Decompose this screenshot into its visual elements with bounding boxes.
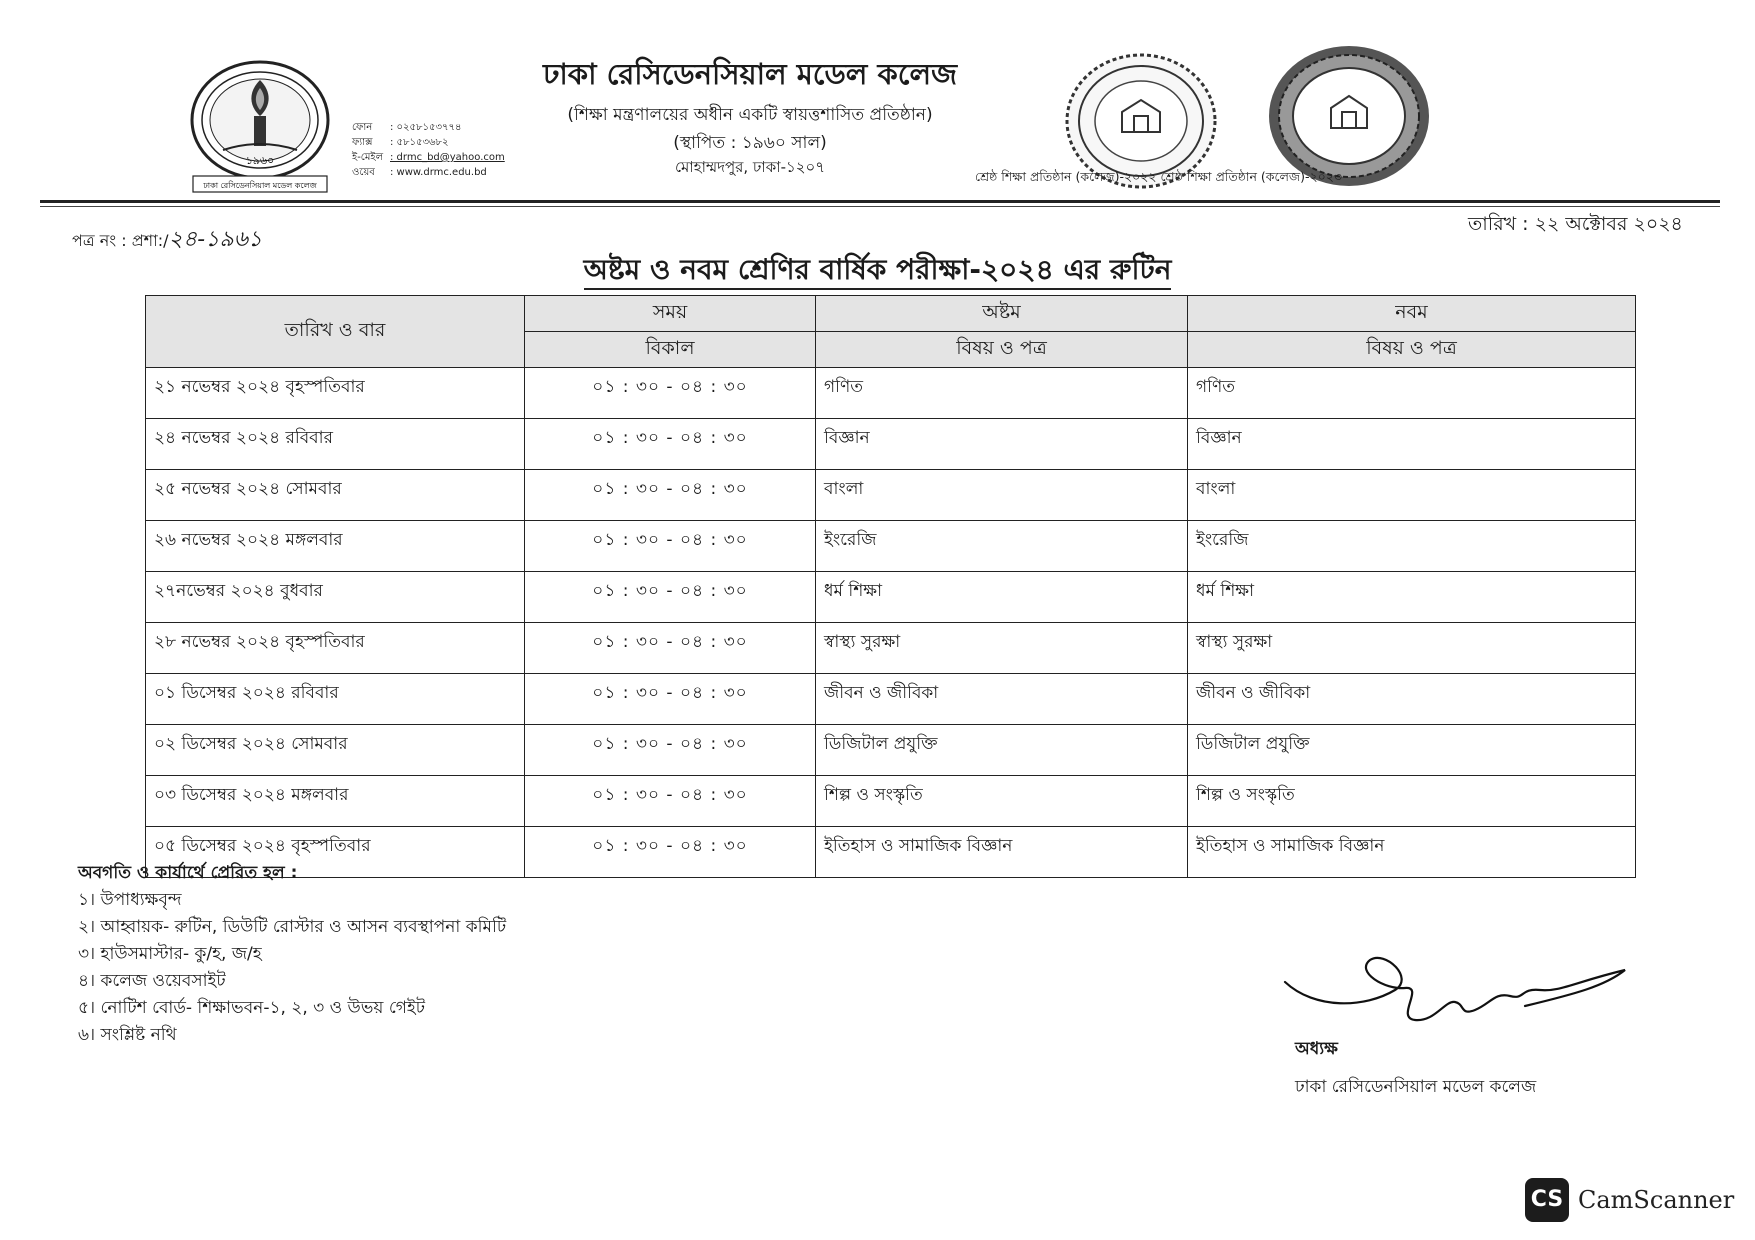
college-subtitle: (শিক্ষা মন্ত্রণালয়ের অধীন একটি স্বায়ত্তশাসিত প্রতিষ্ঠান) (567, 105, 933, 125)
cell-class-8-subject: ইতিহাস ও সামাজিক বিজ্ঞান (816, 827, 1188, 878)
cell-class-9-subject: শিল্প ও সংস্কৃতি (1188, 776, 1636, 827)
table-row (146, 725, 1636, 776)
cell-time: ০১ : ৩০ - ০৪ : ৩০ (525, 470, 816, 521)
cell-time: ০১ : ৩০ - ০৪ : ৩০ (525, 521, 816, 572)
cell-class-9-subject: ইংরেজি (1188, 521, 1636, 572)
issue-date: তারিখ : ২২ অক্টোবর ২০২৪ (1468, 213, 1683, 235)
header-class-8: অষ্টম (816, 296, 1188, 332)
cell-date: ২৬ নভেম্বর ২০২৪ মঙ্গলবার (146, 521, 525, 572)
cell-time: ০১ : ৩০ - ০৪ : ৩০ (525, 776, 816, 827)
table-row (146, 623, 1636, 674)
cell-class-8-subject: ইংরেজি (816, 521, 1188, 572)
list-item: ১। উপাধ্যক্ষবৃন্দ (78, 890, 182, 910)
table-row (146, 776, 1636, 827)
memo-handwritten-number: ২৪-১৯৬১ (168, 227, 263, 252)
cell-class-9-subject: ডিজিটাল প্রযুক্তি (1188, 725, 1636, 776)
fax-line: ফ্যাক্স : ৫৮১৫৩৬৮২ (352, 137, 449, 148)
header-time: সময় (525, 296, 816, 332)
cell-class-9-subject: গণিত (1188, 368, 1636, 419)
list-item: ৬। সংশ্লিষ্ট নথি (78, 1025, 177, 1045)
cell-class-8-subject: ডিজিটাল প্রযুক্তি (816, 725, 1188, 776)
cell-class-8-subject: ধর্ম শিক্ষা (816, 572, 1188, 623)
phone-line: ফোন : ০২৫৮১৫৩৭৭৪ (352, 122, 462, 133)
cell-date: ০১ ডিসেম্বর ২০২৪ রবিবার (146, 674, 525, 725)
website-link[interactable]: : www.drmc.edu.bd (390, 167, 487, 178)
awards-caption: শ্রেষ্ঠ শিক্ষা প্রতিষ্ঠান (কলেজ)-২০২২ শ্রেষ্ঠ শিক্ষা প্রতিষ্ঠান (কলেজ)-২০২৩ (975, 169, 1342, 184)
cell-class-8-subject: বিজ্ঞান (816, 419, 1188, 470)
cell-time: ০১ : ৩০ - ০৪ : ৩০ (525, 725, 816, 776)
cell-time: ০১ : ৩০ - ০৪ : ৩০ (525, 368, 816, 419)
college-address: মোহাম্মদপুর, ঢাকা-১২০৭ (674, 158, 826, 176)
header-subject-class-8: বিষয় ও পত্র (816, 332, 1188, 368)
distribution-heading: অবগতি ও কার্যার্থে প্রেরিত হল : (78, 863, 298, 883)
routine-title: অষ্টম ও নবম শ্রেণির বার্ষিক পরীক্ষা-২০২৪ এর রুটিন (0, 248, 1755, 295)
principal-signature (1275, 930, 1635, 1040)
camscanner-watermark: CamScanner (1578, 1186, 1735, 1214)
cell-class-9-subject: জীবন ও জীবিকা (1188, 674, 1636, 725)
cell-class-8-subject: জীবন ও জীবিকা (816, 674, 1188, 725)
table-row (146, 674, 1636, 725)
memo-label: পত্র নং : প্রশা:/ (72, 231, 169, 250)
cell-class-9-subject: ইতিহাস ও সামাজিক বিজ্ঞান (1188, 827, 1636, 878)
cell-class-8-subject: বাংলা (816, 470, 1188, 521)
established-year: (স্থাপিত : ১৯৬০ সাল) (673, 133, 827, 153)
cell-class-9-subject: বিজ্ঞান (1188, 419, 1636, 470)
cell-date: ২৫ নভেম্বর ২০২৪ সোমবার (146, 470, 525, 521)
exam-routine-table (145, 295, 1636, 878)
cell-time: ০১ : ৩০ - ০৪ : ৩০ (525, 674, 816, 725)
cell-date: ২৮ নভেম্বর ২০২৪ বৃহস্পতিবার (146, 623, 525, 674)
college-name: ঢাকা রেসিডেনসিয়াল মডেল কলেজ (542, 57, 958, 91)
cell-class-8-subject: শিল্প ও সংস্কৃতি (816, 776, 1188, 827)
camscanner-logo-icon: CS (1525, 1178, 1569, 1222)
cell-class-8-subject: স্বাস্থ্য সুরক্ষা (816, 623, 1188, 674)
cell-class-9-subject: ধর্ম শিক্ষা (1188, 572, 1636, 623)
distribution-list (78, 860, 506, 1049)
cell-date: ২১ নভেম্বর ২০২৪ বৃহস্পতিবার (146, 368, 525, 419)
cell-class-8-subject: গণিত (816, 368, 1188, 419)
cell-date: ২৭নভেম্বর ২০২৪ বুধবার (146, 572, 525, 623)
table-row (146, 572, 1636, 623)
header-divider (40, 200, 1720, 203)
cell-class-9-subject: স্বাস্থ্য সুরক্ষা (1188, 623, 1636, 674)
cell-class-9-subject: বাংলা (1188, 470, 1636, 521)
table-row (146, 368, 1636, 419)
list-item: ৫। নোটিশ বোর্ড- শিক্ষাভবন-১, ২, ৩ ও উভয় গেইট (78, 998, 425, 1018)
table-row (146, 521, 1636, 572)
cell-date: ০৩ ডিসেম্বর ২০২৪ মঙ্গলবার (146, 776, 525, 827)
table-row (146, 419, 1636, 470)
cell-time: ০১ : ৩০ - ০৪ : ৩০ (525, 623, 816, 674)
signatory-title: অধ্যক্ষ (1295, 1039, 1338, 1059)
list-item: ৪। কলেজ ওয়েবসাইট (78, 971, 226, 991)
cell-date: ২৪ নভেম্বর ২০২৪ রবিবার (146, 419, 525, 470)
table-row (146, 470, 1636, 521)
header-class-9: নবম (1188, 296, 1636, 332)
email-line: ই-মেইল : drmc_bd@yahoo.com (352, 152, 505, 163)
award-seal-2023 (1265, 42, 1433, 190)
cell-time: ০১ : ৩০ - ০৪ : ৩০ (525, 572, 816, 623)
college-logo (185, 58, 335, 198)
cell-date: ০২ ডিসেম্বর ২০২৪ সোমবার (146, 725, 525, 776)
cell-date: ০৫ ডিসেম্বর ২০২৪ বৃহস্পতিবার (146, 827, 525, 878)
website-line: ওয়েব : www.drmc.edu.bd (352, 167, 487, 178)
header-afternoon: বিকাল (525, 332, 816, 368)
cell-time: ০১ : ৩০ - ০৪ : ৩০ (525, 419, 816, 470)
svg-text:ঢাকা রেসিডেনসিয়াল মডেল কলেজ: ঢাকা রেসিডেনসিয়াল মডেল কলেজ (203, 181, 317, 190)
header-date-day: তারিখ ও বার (146, 296, 525, 368)
svg-text:১৯৬০: ১৯৬০ (245, 154, 275, 167)
email-link[interactable]: : drmc_bd@yahoo.com (390, 152, 505, 163)
list-item: ২। আহ্বায়ক- রুটিন, ডিউটি রোস্টার ও আসন ব্যবস্থাপনা কমিটি (78, 917, 507, 937)
header-subject-class-9: বিষয় ও পত্র (1188, 332, 1636, 368)
cell-time: ০১ : ৩০ - ০৪ : ৩০ (525, 827, 816, 878)
header-divider-thin (40, 206, 1720, 207)
signatory-college: ঢাকা রেসিডেনসিয়াল মডেল কলেজ (1295, 1077, 1537, 1097)
list-item: ৩। হাউসমাস্টার- কু/হ, জ/হ (78, 944, 262, 964)
